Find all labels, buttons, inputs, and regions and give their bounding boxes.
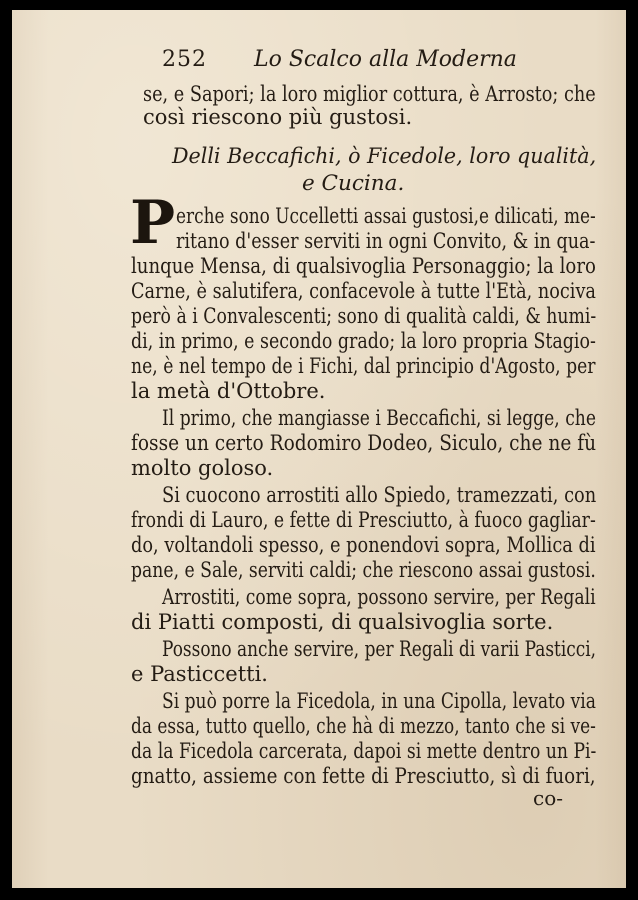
- text-line: do, voltandoli spesso, e ponendovi sopra, Mollica di: [131, 533, 596, 557]
- text-line: molto goloso.: [131, 456, 274, 480]
- text-line: gnatto, assieme con fette di Presciutto, sì di fuori,: [131, 764, 596, 788]
- text-line: da essa, tutto quello, che hà di mezzo, tanto che si ve-: [131, 714, 596, 738]
- text-line: Si cuocono arrostiti allo Spiedo, tramezzati, con: [162, 483, 597, 507]
- catchword: co-: [533, 786, 563, 810]
- text-line: fosse un certo Rodomiro Dodeo, Siculo, che ne fù: [131, 431, 597, 455]
- section-title: Delli Beccafichi, ò Ficedole, loro qualità,: [172, 144, 597, 169]
- text-line: Carne, è salutifera, confacevole à tutte l'Età, nociva: [131, 279, 596, 303]
- running-header: [162, 47, 517, 72]
- text-line: pane, e Sale, serviti caldi; che riescono assai gustosi.: [131, 558, 596, 582]
- text-line: Arrostiti, come sopra, possono servire, per Regali: [162, 585, 596, 609]
- text-line: se, e Sapori; la loro miglior cottura, è Arrosto; che: [143, 82, 596, 106]
- text-line: ne, è nel tempo de i Fichi, dal principio d'Agosto, per: [131, 354, 596, 378]
- text-line: da la Ficedola carcerata, dapoi si mette dentro un Pi-: [131, 739, 597, 763]
- text-line: Il primo, che mangiasse i Beccafichi, si legge, che: [162, 406, 596, 430]
- text-line: però à i Convalescenti; sono di qualità caldi, & humi-: [131, 304, 597, 328]
- text-line: la metà d'Ottobre.: [131, 379, 326, 403]
- book-page: [12, 10, 626, 888]
- text-line: di Piatti composti, di qualsivoglia sorte.: [131, 610, 554, 634]
- running-title: Lo Scalco alla Moderna: [254, 47, 517, 72]
- text-line: Si può porre la Ficedola, in una Cipolla, levato via: [162, 689, 596, 713]
- text-line: frondi di Lauro, e fette di Presciutto, à fuoco gagliar-: [131, 508, 596, 532]
- text-line: di, in primo, e secondo grado; la loro propria Stagio-: [131, 329, 596, 353]
- drop-cap: P: [130, 188, 176, 258]
- text-line: e Pasticcetti.: [131, 662, 268, 686]
- text-line: lunque Mensa, di qualsivoglia Personaggio; la loro: [131, 254, 596, 278]
- page-number: 252: [162, 47, 207, 72]
- text-line: erche sono Uccelletti assai gustosi,e dilicati, me-: [176, 204, 596, 228]
- text-line: così riescono più gustosi.: [143, 105, 413, 129]
- text-line: Possono anche servire, per Regali di varii Pasticci,: [162, 637, 597, 661]
- text-line: ritano d'esser serviti in ogni Convito, & in qua-: [176, 229, 596, 253]
- section-title: e Cucina.: [302, 171, 405, 196]
